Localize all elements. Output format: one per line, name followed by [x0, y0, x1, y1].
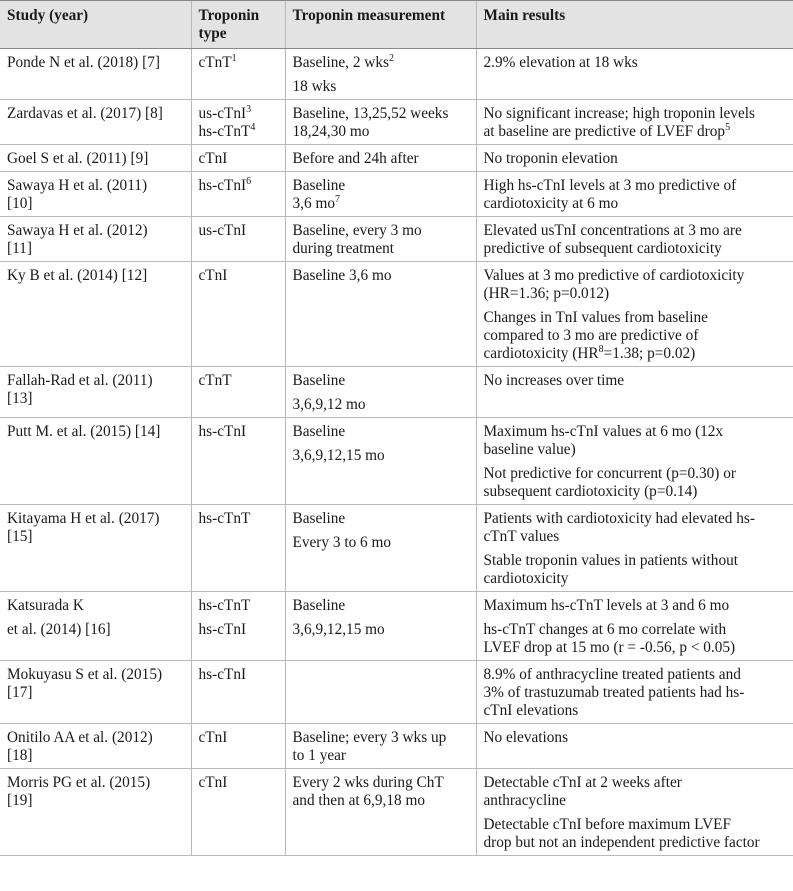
cell-main-results [476, 505, 793, 592]
cell-text: hs-cTnI [198, 666, 247, 683]
cell-line [293, 510, 470, 528]
cell-text: Every 2 wks during ChT [292, 774, 444, 791]
table-row [0, 217, 793, 262]
cell-line [484, 528, 788, 546]
cell-troponin-measurement [285, 724, 476, 769]
cell-text: Onitilo AA et al. (2012) [7, 729, 153, 746]
cell-line [293, 747, 470, 765]
cell-troponin-type [191, 769, 285, 856]
cell-study [0, 592, 191, 661]
cell-text: cTnI [198, 729, 228, 746]
cell-text: Ky B et al. (2014) [12] [7, 267, 148, 284]
cell-line [199, 150, 279, 168]
cell-study [0, 100, 191, 145]
cell-line [7, 747, 185, 765]
footnote-marker: 8 [598, 344, 604, 355]
cell-text: Maximum hs-cTnT levels at 3 and 6 mo [483, 597, 730, 614]
cell-text: Baseline, 13,25,52 weeks [292, 105, 449, 122]
cell-text: hs-cTnT [198, 123, 251, 140]
cell-text: Ponde N et al. (2018) [7] [7, 54, 160, 71]
table-row [0, 172, 793, 217]
cell-text: No significant increase; high troponin levels [483, 105, 755, 122]
cell-text: No elevations [483, 729, 569, 746]
cell-line [293, 78, 470, 96]
cell-study [0, 505, 191, 592]
cell-line [199, 666, 279, 684]
table-row [0, 592, 793, 661]
cell-troponin-measurement [285, 367, 476, 418]
cell-line [484, 345, 788, 363]
cell-line [199, 729, 279, 747]
cell-main-results [476, 592, 793, 661]
footnote-marker: 3 [246, 104, 252, 115]
footnote-marker: 4 [250, 122, 256, 133]
cell-text: 3,6,9,12 mo [292, 396, 366, 413]
cell-text: No troponin elevation [483, 150, 618, 167]
cell-text: Baseline, every 3 mo [292, 222, 422, 239]
cell-main-results [476, 217, 793, 262]
cell-main-results [476, 769, 793, 856]
cell-text: Morris PG et al. (2015) [7, 774, 151, 791]
cell-text: 18 wks [292, 78, 337, 95]
cell-text: Baseline [292, 597, 346, 614]
cell-line [7, 666, 185, 684]
cell-study [0, 661, 191, 724]
cell-text: Baseline; every 3 wks up [292, 729, 447, 746]
cell-line [7, 792, 185, 810]
table-row [0, 418, 793, 505]
cell-text: Changes in TnI values from baseline [483, 309, 708, 326]
cell-line [199, 597, 279, 615]
cell-line [484, 792, 788, 810]
cell-text: Katsurada K [7, 597, 84, 614]
cell-troponin-type [191, 145, 285, 172]
cell-line [484, 816, 788, 834]
cell-line [199, 105, 279, 123]
cell-text: hs-cTnI [198, 621, 247, 638]
cell-troponin-type [191, 49, 285, 100]
cell-line [293, 267, 470, 285]
cell-study [0, 367, 191, 418]
cell-line [7, 195, 185, 213]
cell-text: Before and 24h after [292, 150, 419, 167]
table-row [0, 145, 793, 172]
cell-text: cTnT [198, 372, 232, 389]
cell-text: baseline value) [483, 441, 576, 458]
cell-line [484, 150, 788, 168]
cell-line [7, 390, 185, 408]
cell-text: Baseline [292, 177, 346, 194]
cell-line [484, 309, 788, 327]
cell-troponin-measurement [285, 418, 476, 505]
footnote-marker: 2 [388, 53, 394, 64]
cell-text: Sawaya H et al. (2012) [7, 222, 148, 239]
cell-line [293, 195, 470, 213]
table-row [0, 769, 793, 856]
cell-line [484, 570, 788, 588]
table-body [0, 49, 793, 856]
cell-text: at baseline are predictive of LVEF drop [483, 123, 726, 140]
cell-study [0, 145, 191, 172]
cell-text: us-cTnI [198, 105, 247, 122]
cell-line [7, 267, 185, 285]
cell-line [484, 105, 788, 123]
cell-main-results [476, 145, 793, 172]
cell-line [7, 105, 185, 123]
cell-line [484, 834, 788, 852]
header-troponin-measurement: Troponin measurement [285, 1, 476, 49]
footnote-marker: 6 [246, 176, 252, 187]
cell-main-results [476, 418, 793, 505]
cell-text: and then at 6,9,18 mo [292, 792, 426, 809]
cell-text: cardiotoxicity at 6 mo [483, 195, 619, 212]
cell-text: High hs-cTnI levels at 3 mo predictive of [483, 177, 737, 194]
cell-line [199, 774, 279, 792]
cell-troponin-measurement [285, 145, 476, 172]
cell-line [484, 423, 788, 441]
cell-text: No increases over time [483, 372, 625, 389]
cell-text: drop but not an independent predictive factor [483, 834, 760, 851]
cell-line [293, 621, 470, 639]
cell-line [7, 222, 185, 240]
cell-text: cTnI [198, 150, 228, 167]
cell-main-results [476, 262, 793, 367]
table-row [0, 100, 793, 145]
table-header [0, 1, 793, 49]
cell-text: anthracycline [483, 792, 566, 809]
cell-text: hs-cTnT [198, 597, 251, 614]
cell-text: [17] [7, 684, 33, 701]
cell-line [293, 534, 470, 552]
cell-text: predictive of subsequent cardiotoxicity [483, 240, 722, 257]
cell-text: hs-cTnI [198, 177, 247, 194]
cell-main-results [476, 49, 793, 100]
cell-troponin-measurement [285, 505, 476, 592]
cell-line [199, 372, 279, 390]
cell-text: cTnT values [483, 528, 560, 545]
cell-text: Goel S et al. (2011) [9] [7, 150, 149, 167]
cell-line [293, 729, 470, 747]
cell-line [484, 441, 788, 459]
cell-line [293, 396, 470, 414]
cell-troponin-measurement [285, 172, 476, 217]
cell-line [199, 54, 279, 72]
cell-text: cTnT [198, 54, 232, 71]
cell-text: 2.9% elevation at 18 wks [483, 54, 638, 71]
cell-troponin-measurement [285, 769, 476, 856]
footnote-marker: 1 [231, 53, 237, 64]
cell-text: during treatment [292, 240, 395, 257]
cell-line [484, 240, 788, 258]
cell-text: hs-cTnT changes at 6 mo correlate with [483, 621, 727, 638]
cell-text: Baseline, 2 wks [292, 54, 389, 71]
cell-text: Sawaya H et al. (2011) [7, 177, 148, 194]
cell-text: LVEF drop at 15 mo (r = -0.56, p < 0.05) [483, 639, 736, 656]
cell-troponin-measurement [285, 217, 476, 262]
cell-main-results [476, 100, 793, 145]
cell-text: (HR=1.36; p=0.012) [483, 285, 610, 302]
cell-troponin-measurement [285, 592, 476, 661]
table-row [0, 262, 793, 367]
cell-study [0, 724, 191, 769]
cell-text: cTnI elevations [483, 702, 579, 719]
cell-line [7, 528, 185, 546]
cell-line [7, 597, 185, 615]
cell-line [7, 729, 185, 747]
cell-study [0, 262, 191, 367]
cell-text: Maximum hs-cTnI values at 6 mo (12x [483, 423, 724, 440]
cell-text: [13] [7, 390, 33, 407]
cell-line [293, 774, 470, 792]
cell-line [199, 510, 279, 528]
cell-line [7, 54, 185, 72]
cell-line [484, 267, 788, 285]
cell-line [7, 621, 185, 639]
cell-line [293, 792, 470, 810]
cell-line [484, 327, 788, 345]
cell-line [7, 423, 185, 441]
cell-text: =1.38; p=0.02) [603, 345, 696, 362]
cell-line [7, 150, 185, 168]
cell-text: cTnI [198, 267, 228, 284]
cell-text: cTnI [198, 774, 228, 791]
cell-line [484, 54, 788, 72]
cell-line [293, 372, 470, 390]
cell-troponin-measurement [285, 100, 476, 145]
cell-line [484, 195, 788, 213]
cell-text: Mokuyasu S et al. (2015) [7, 666, 163, 683]
cell-study [0, 769, 191, 856]
cell-text: compared to 3 mo are predictive of [483, 327, 699, 344]
cell-line [199, 621, 279, 639]
cell-line [484, 552, 788, 570]
cell-line [293, 150, 470, 168]
cell-text: Every 3 to 6 mo [292, 534, 392, 551]
cell-troponin-measurement [285, 262, 476, 367]
cell-text: et al. (2014) [16] [7, 621, 111, 638]
cell-main-results [476, 367, 793, 418]
cell-line [7, 774, 185, 792]
cell-troponin-type [191, 661, 285, 724]
cell-text: Detectable cTnI before maximum LVEF [483, 816, 731, 833]
cell-text: Detectable cTnI at 2 weeks after [483, 774, 682, 791]
cell-text: 3,6 mo [292, 195, 335, 212]
cell-text: [18] [7, 747, 33, 764]
cell-line [484, 222, 788, 240]
cell-line [293, 423, 470, 441]
cell-text: 3,6,9,12,15 mo [292, 621, 385, 638]
cell-troponin-measurement [285, 661, 476, 724]
cell-troponin-type [191, 592, 285, 661]
cell-text: 3,6,9,12,15 mo [292, 447, 385, 464]
cell-line [293, 123, 470, 141]
cell-text: Baseline [292, 372, 346, 389]
cell-line [484, 621, 788, 639]
cell-text: to 1 year [292, 747, 347, 764]
cell-text: Baseline [292, 423, 346, 440]
cell-line [484, 684, 788, 702]
cell-study [0, 172, 191, 217]
cell-line [293, 447, 470, 465]
cell-text: Stable troponin values in patients without [483, 552, 738, 569]
cell-line [7, 510, 185, 528]
cell-troponin-type [191, 418, 285, 505]
header-study: Study (year) [0, 1, 191, 49]
cell-text: 8.9% of anthracycline treated patients and [483, 666, 741, 683]
cell-line [199, 423, 279, 441]
cell-troponin-type [191, 100, 285, 145]
cell-line [484, 639, 788, 657]
header-row [0, 1, 793, 49]
cell-text: Fallah-Rad et al. (2011) [7, 372, 153, 389]
cell-study [0, 49, 191, 100]
cell-text: [11] [7, 240, 32, 257]
cell-text: cardiotoxicity (HR [483, 345, 599, 362]
cell-line [293, 240, 470, 258]
cell-troponin-type [191, 217, 285, 262]
cell-line [293, 54, 470, 72]
cell-line [293, 105, 470, 123]
cell-text: [19] [7, 792, 33, 809]
cell-main-results [476, 724, 793, 769]
cell-troponin-measurement [285, 49, 476, 100]
table-row [0, 49, 793, 100]
cell-text: Kitayama H et al. (2017) [7, 510, 160, 527]
table-row [0, 724, 793, 769]
cell-text: Values at 3 mo predictive of cardiotoxicity [483, 267, 745, 284]
cell-line [7, 372, 185, 390]
cell-troponin-type [191, 505, 285, 592]
cell-text: Zardavas et al. (2017) [8] [7, 105, 163, 122]
header-troponin-type: Troponin type [191, 1, 285, 49]
table-row [0, 661, 793, 724]
cell-troponin-type [191, 724, 285, 769]
cell-line [7, 684, 185, 702]
cell-line [484, 510, 788, 528]
cell-text: Elevated usTnI concentrations at 3 mo are [483, 222, 742, 239]
cell-line [199, 222, 279, 240]
footnote-marker: 5 [725, 122, 731, 133]
cell-line [7, 177, 185, 195]
cell-line [484, 729, 788, 747]
cell-line [7, 240, 185, 258]
cell-line [484, 774, 788, 792]
cell-line [484, 285, 788, 303]
cell-text: hs-cTnT [198, 510, 251, 527]
cell-text: hs-cTnI [198, 423, 247, 440]
cell-line [199, 267, 279, 285]
cell-text: us-cTnI [198, 222, 247, 239]
cell-text: Patients with cardiotoxicity had elevated hs- [483, 510, 755, 527]
cell-line [199, 177, 279, 195]
cell-line [484, 123, 788, 141]
cell-study [0, 217, 191, 262]
cell-main-results [476, 661, 793, 724]
cell-text: cardiotoxicity [483, 570, 569, 587]
cell-text: [10] [7, 195, 33, 212]
cell-troponin-type [191, 262, 285, 367]
footnote-marker: 7 [335, 194, 340, 205]
cell-main-results [476, 172, 793, 217]
cell-text: subsequent cardiotoxicity (p=0.14) [483, 483, 698, 500]
cell-line [293, 177, 470, 195]
cell-text: Baseline 3,6 mo [292, 267, 392, 284]
cell-study [0, 418, 191, 505]
cell-line [293, 597, 470, 615]
cell-line [484, 702, 788, 720]
cell-troponin-type [191, 172, 285, 217]
cell-text: Not predictive for concurrent (p=0.30) or [483, 465, 736, 482]
cell-text: Putt M. et al. (2015) [14] [7, 423, 161, 440]
cell-text: 18,24,30 mo [292, 123, 370, 140]
table-row [0, 505, 793, 592]
cell-line [199, 123, 279, 141]
table-row [0, 367, 793, 418]
cell-line [484, 465, 788, 483]
cell-line [484, 372, 788, 390]
cell-text: [15] [7, 528, 33, 545]
cell-line [293, 222, 470, 240]
cell-line [484, 666, 788, 684]
header-main-results: Main results [476, 1, 793, 49]
cell-troponin-type [191, 367, 285, 418]
cell-text: 3% of trastuzumab treated patients had hs- [483, 684, 745, 701]
cell-text: Baseline [292, 510, 346, 527]
cell-line [484, 483, 788, 501]
cell-line [484, 597, 788, 615]
cell-line [484, 177, 788, 195]
